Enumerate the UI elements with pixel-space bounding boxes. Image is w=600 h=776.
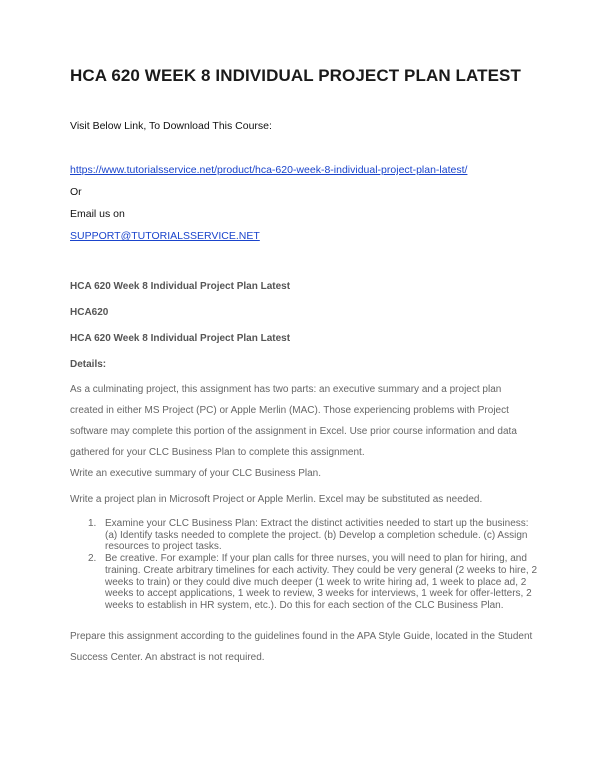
instructions-list: [70, 518, 540, 612]
list-item-text: Be creative. For example: If your plan calls for three nurses, you will need to plan for hiring, and training. Create arbitrary timelines for each activity. They could be very general (2 weeks to hire, 2 weeks to train) or they could dive much deeper (1 week to write hiring ad, 1 week to place ad, 2 weeks to accept applications, 1 week to review, 3 weeks for interviews, 1 week for offer-letters, 2 weeks to establish in HR system, etc.). Do this for each section of the CLC Business Plan.: [105, 553, 538, 611]
course-code: HCA620: [70, 307, 109, 318]
section-heading-1: HCA 620 Week 8 Individual Project Plan Latest: [70, 281, 291, 292]
page-title: HCA 620 WEEK 8 INDIVIDUAL PROJECT PLAN LATEST: [70, 66, 521, 85]
paragraph-project-plan: Write a project plan in Microsoft Project or Apple Merlin. Excel may be substituted as needed.: [70, 494, 483, 505]
list-item: [70, 553, 540, 612]
email-label: Email us on: [70, 208, 125, 220]
list-item: [70, 518, 540, 553]
paragraph-executive-summary: Write an executive summary of your CLC Business Plan.: [70, 468, 322, 479]
list-item-number: 2.: [88, 553, 97, 565]
details-label: Details:: [70, 359, 107, 370]
list-item-number: 1.: [88, 518, 97, 529]
section-heading-2: HCA 620 Week 8 Individual Project Plan Latest: [70, 333, 291, 344]
paragraph-project-overview: As a culminating project, this assignment has two parts: an executive summary and a project plan created in either MS Project (PC) or Apple Merlin (MAC). Those experiencing problems with Project software may complete this portion of the assignment in Excel. Use prior course information and data gathered for your CLC Business Plan to complete this assignment.: [70, 384, 517, 458]
or-text: Or: [70, 186, 82, 198]
download-intro-text: Visit Below Link, To Download This Course:: [70, 120, 272, 132]
list-item-text: Examine your CLC Business Plan: Extract the distinct activities needed to start up the business: (a) Identify tasks needed to complete the project. (b) Develop a completion schedule. (c) Assign resources to project tasks.: [105, 518, 529, 553]
support-email-link[interactable]: SUPPORT@TUTORIALSSERVICE.NET: [70, 230, 260, 242]
course-download-link[interactable]: https://www.tutorialsservice.net/product/hca-620-week-8-individual-project-plan-latest/: [70, 164, 468, 176]
paragraph-apa-guidelines: Prepare this assignment according to the guidelines found in the APA Style Guide, located in the Student Success Center. An abstract is not required.: [70, 631, 533, 663]
